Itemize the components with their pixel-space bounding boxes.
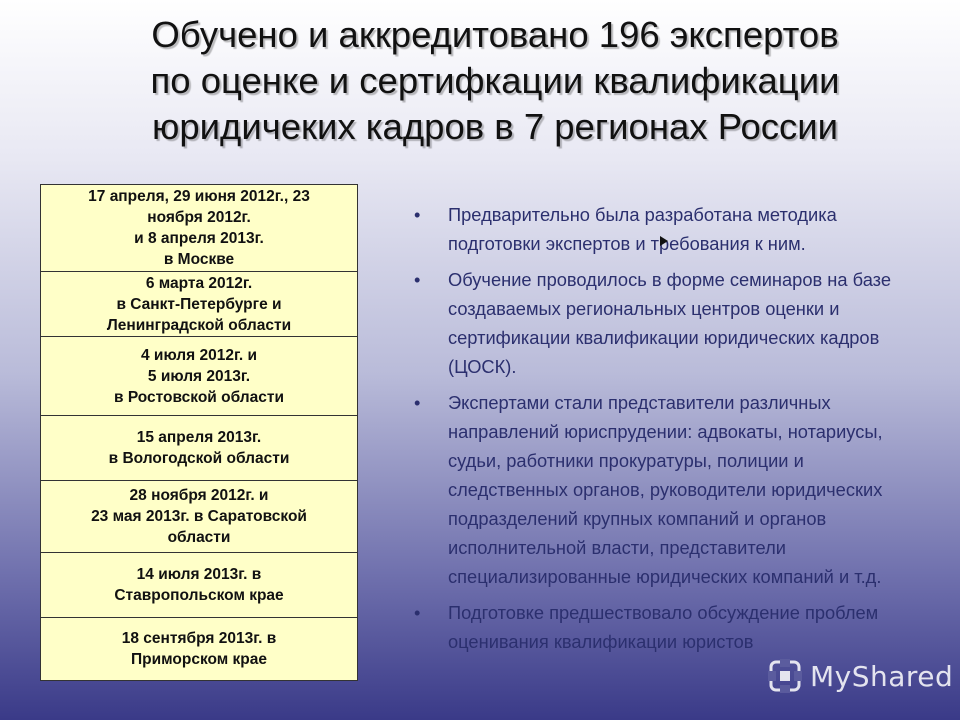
region-box-vologda — [40, 415, 358, 481]
box-line: в Москве — [163, 251, 235, 268]
box-line: 5 июля 2013г. — [147, 367, 251, 385]
title-line: Обучено и аккредитовано 196 экспертов — [151, 14, 839, 55]
bullet-list — [414, 200, 944, 663]
bullet-line: подразделений крупных компаний и органов — [448, 508, 827, 529]
box-line: Приморском крае — [130, 651, 267, 668]
bullet-line: Экспертами стали представители различных — [448, 392, 831, 413]
bullet-line: оценивания квалификации юристов — [448, 631, 754, 652]
box-line: 17 апреля, 29 июня 2012г., 23 — [88, 188, 310, 205]
box-line: в Санкт-Петербурге и — [116, 295, 282, 313]
region-box-moscow — [40, 184, 358, 272]
bullet-line: Предварительно была разработана методика — [448, 204, 837, 225]
box-line: области — [167, 529, 231, 546]
bullet-dot: • — [414, 269, 421, 290]
box-line: 18 сентября 2013г. в — [121, 630, 277, 647]
bullet-line: создаваемых региональных центров оценки и — [448, 298, 840, 319]
box-line: ноября 2012г. — [147, 209, 251, 226]
bullet-dot: • — [414, 602, 421, 623]
bullet-line: подготовки экспертов и требования к ним. — [448, 233, 806, 254]
box-line: в Ростовской области — [113, 388, 284, 406]
box-line: 4 июля 2012г. и — [140, 346, 258, 364]
bullet-dot: • — [414, 204, 421, 225]
bullet-line: направлений юриспрудении: адвокаты, нотариусы, — [448, 421, 883, 442]
box-line: 6 марта 2012г. — [145, 274, 253, 292]
bullet-line: следственных органов, руководители юридических — [448, 479, 883, 500]
title-line: по оценке и сертифкации квалификации — [150, 60, 840, 101]
bullet-item — [414, 265, 944, 381]
bullet-item — [414, 598, 944, 656]
region-box-primorsky — [40, 617, 358, 681]
box-line: 15 апреля 2013г. — [136, 429, 262, 446]
bullet-dot: • — [414, 392, 421, 413]
myshared-watermark — [768, 656, 953, 696]
bullet-line: Обучение проводилось в форме семинаров на базе — [448, 269, 891, 290]
bullet-line: Подготовке предшествовало обсуждение проблем — [448, 602, 879, 623]
box-line: Ленинградской области — [106, 316, 292, 334]
bullet-line: сертификации квалификации юридических кадров — [448, 327, 880, 348]
bullet-item — [414, 200, 944, 258]
watermark-text: MyShared — [810, 659, 954, 693]
region-box-saratov — [40, 480, 358, 553]
box-line: 28 ноября 2012г. и — [129, 487, 269, 504]
region-box-stavropol — [40, 552, 358, 618]
bullet-line: (ЦОСК). — [448, 356, 517, 377]
box-line: и 8 апреля 2013г. — [134, 230, 264, 247]
box-line: 23 мая 2013г. в Саратовской — [91, 508, 307, 525]
bullet-line: исполнительной власти, представители — [448, 537, 786, 558]
bullet-line: специализированные юридических компаний и т.д. — [448, 566, 882, 587]
title-line: юридичеких кадров в 7 регионах России — [151, 106, 839, 147]
mouse-pointer-icon — [660, 236, 668, 246]
box-line: Ставропольском крае — [114, 587, 284, 604]
bullet-line: судьи, работники прокуратуры, полиции и — [448, 450, 804, 471]
myshared-logo-icon — [768, 659, 802, 693]
slide-title — [30, 12, 960, 150]
region-box-spb — [40, 271, 358, 337]
bullet-item — [414, 388, 944, 591]
region-box-rostov — [40, 336, 358, 416]
box-line: 14 июля 2013г. в — [136, 566, 262, 583]
box-line: в Вологодской области — [108, 450, 290, 467]
